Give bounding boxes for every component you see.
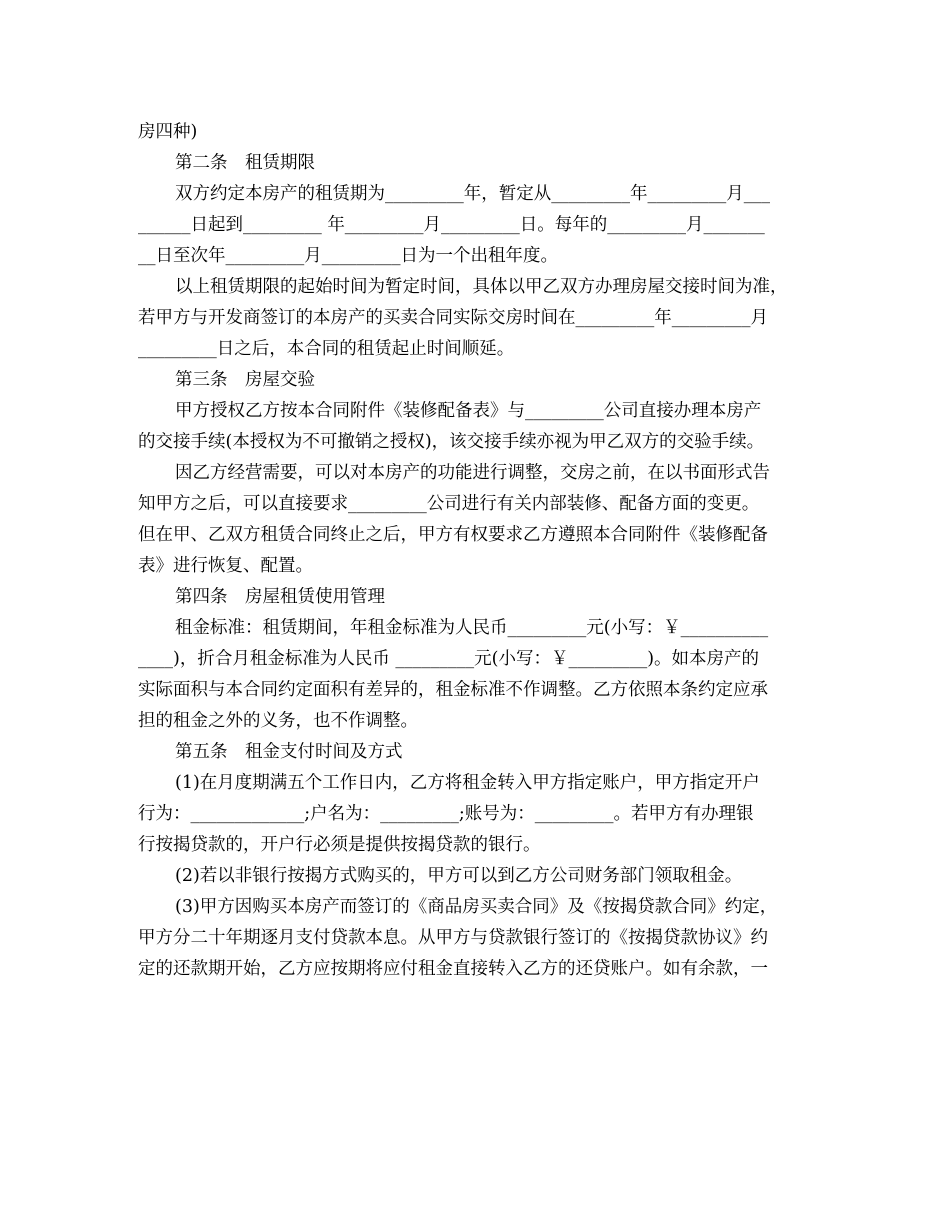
line-3: 双方约定本房产的租赁期为_________年，暂定从_________年_________月___ (175, 184, 770, 204)
line-5: __日至次年_________月_________日为一个出租年度。 (138, 246, 558, 266)
line-18: ____)，折合月租金标准为人民币 _________元(小写：￥_________)。如本房产的 (138, 649, 760, 669)
line-27: 甲方分二十年期逐月支付贷款本息。从甲方与贷款银行签订的《按揭贷款协议》约 (138, 928, 768, 948)
article-4-heading: 第四条 房屋租赁使用管理 (175, 587, 385, 607)
article-5-heading: 第五条 租金支付时间及方式 (175, 742, 403, 762)
line-15: 表》进行恢复、配置。 (138, 556, 313, 576)
line-11: 的交接手续(本授权为不可撤销之授权)，该交接手续亦视为甲乙双方的交验手续。 (138, 432, 765, 452)
line-22: (1)在月度期满五个工作日内，乙方将租金转入甲方指定账户，甲方指定开户 (175, 773, 760, 793)
line-7: 若甲方与开发商签订的本房产的买卖合同实际交房时间在_________年_________月 (138, 308, 768, 328)
line-13: 知甲方之后，可以直接要求_________公司进行有关内部装修、配备方面的变更。 (138, 494, 760, 514)
line-10: 甲方授权乙方按本合同附件《装修配备表》与_________公司直接办理本房产 (175, 401, 762, 421)
line-8: _________日之后，本合同的租赁起止时间顺延。 (138, 339, 515, 359)
document-body (138, 117, 818, 985)
line-26: (3)甲方因购买本房产而签订的《商品房买卖合同》及《按揭贷款合同》约定， (175, 897, 778, 917)
article-2-heading: 第二条 租赁期限 (175, 153, 315, 173)
line-6: 以上租赁期限的起始时间为暂定时间，具体以甲乙双方办理房屋交接时间为准， (175, 277, 788, 297)
line-28: 定的还款期开始，乙方应按期将应付租金直接转入乙方的还贷账户。如有余款，一 (138, 959, 768, 979)
line-19: 实际面积与本合同约定面积有差异的，租金标准不作调整。乙方依照本条约定应承 (138, 680, 768, 700)
line-17: 租金标准：租赁期间，年租金标准为人民币_________元(小写：￥__________ (175, 618, 769, 638)
line-24: 行按揭贷款的，开户行必须是提供按揭贷款的银行。 (138, 835, 541, 855)
line-20: 担的租金之外的义务，也不作调整。 (138, 711, 418, 731)
line-1: 房四种) (138, 122, 198, 142)
article-3-heading: 第三条 房屋交验 (175, 370, 315, 390)
line-4: ______日起到_________ 年_________月_________日。每年的_________月_______ (138, 215, 765, 235)
line-14: 但在甲、乙双方租赁合同终止之后，甲方有权要求乙方遵照本合同附件《装修配备 (138, 525, 768, 545)
line-12: 因乙方经营需要，可以对本房产的功能进行调整，交房之前，在以书面形式告 (175, 463, 770, 483)
line-25: (2)若以非银行按揭方式购买的，甲方可以到乙方公司财务部门领取租金。 (175, 866, 743, 886)
line-23: 行为：_____________;户名为：_________;账号为：_________。若甲方有办理银 (138, 804, 754, 824)
